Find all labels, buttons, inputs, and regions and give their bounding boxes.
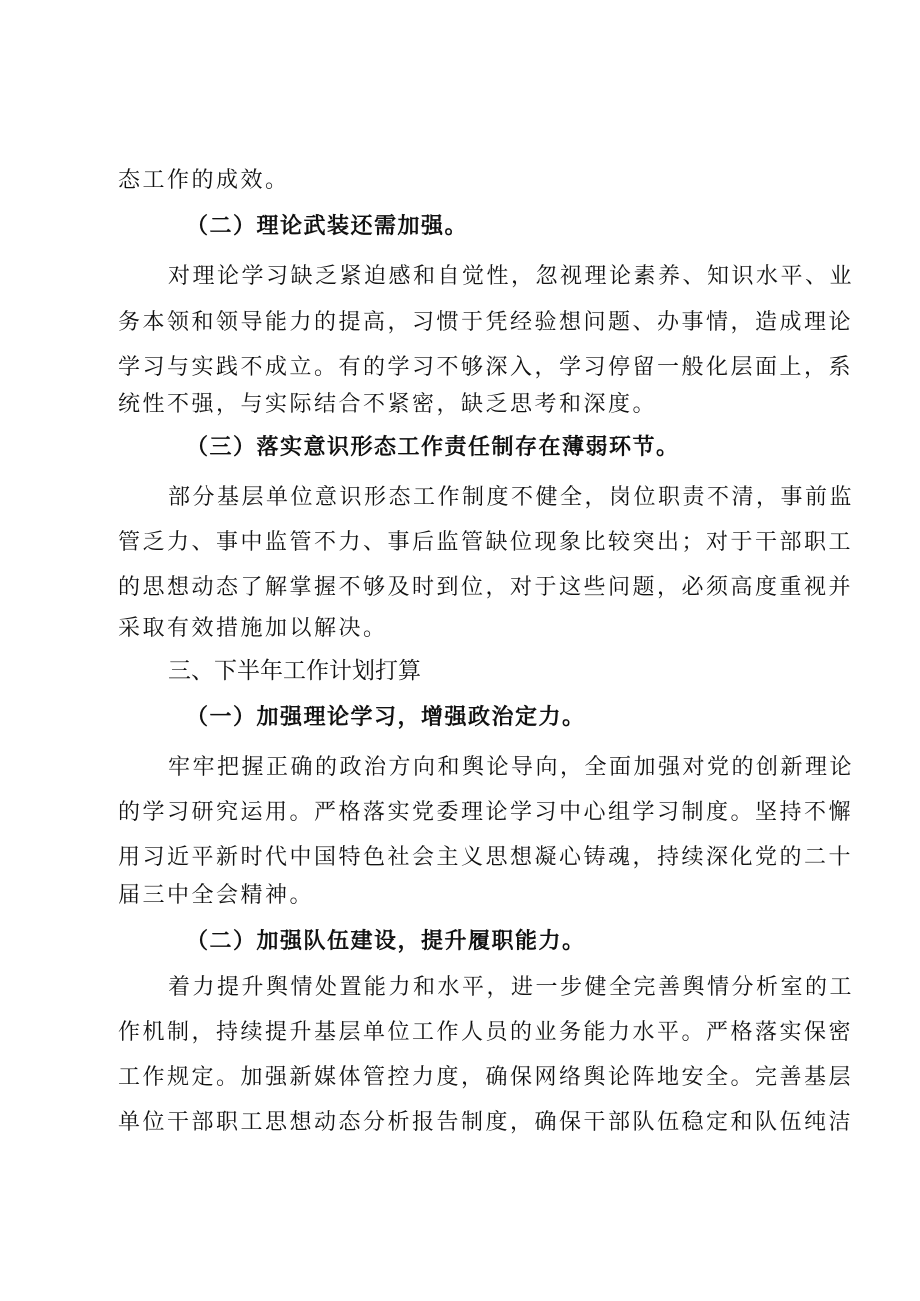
paragraph-line: 作机制，持续提升基层单位工作人员的业务能力水平。严格落实保密 — [118, 1020, 854, 1045]
paragraph-line: 的思想动态了解掌握不够及时到位，对于这些问题，必须高度重视并 — [118, 575, 854, 600]
paragraph-line: 单位干部职工思想动态分析报告制度，确保干部队伍稳定和队伍纯洁 — [118, 1110, 854, 1135]
paragraph-line: 牢牢把握正确的政治方向和舆论导向，全面加强对党的创新理论 — [168, 755, 855, 780]
subheading-3-responsibility: （三）落实意识形态工作责任制存在薄弱环节。 — [186, 434, 680, 460]
section-title-3-plan: 三、下半年工作计划打算 — [168, 658, 421, 684]
subheading-2-theory: （二）理论武装还需加强。 — [186, 213, 469, 239]
paragraph-line: 管乏力、事中监管不力、事后监管缺位现象比较突出；对于干部职工 — [118, 530, 854, 555]
paragraph-line: 态工作的成效。 — [118, 168, 290, 193]
paragraph-line: 务本领和领导能力的提高，习惯于凭经验想问题、办事情，造成理论 — [118, 310, 854, 335]
paragraph-line: 采取有效措施加以解决。 — [118, 616, 388, 641]
paragraph-line: 的学习研究运用。严格落实党委理论学习中心组学习制度。坚持不懈 — [118, 800, 854, 825]
paragraph-line: 届三中全会精神。 — [118, 883, 315, 908]
paragraph-line: 工作规定。加强新媒体管控力度，确保网络舆论阵地安全。完善基层 — [118, 1065, 854, 1090]
subheading-1-study: （一）加强理论学习，增强政治定力。 — [186, 704, 586, 730]
paragraph-line: 统性不强，与实际结合不紧密，缺乏思考和深度。 — [118, 392, 658, 417]
paragraph-line: 用习近平新时代中国特色社会主义思想凝心铸魂，持续深化党的二十 — [118, 845, 854, 870]
paragraph-line: 对理论学习缺乏紧迫感和自觉性，忽视理论素养、知识水平、业 — [168, 264, 855, 289]
paragraph-line: 着力提升舆情处置能力和水平，进一步健全完善舆情分析室的工 — [168, 975, 855, 1000]
paragraph-line: 部分基层单位意识形态工作制度不健全，岗位职责不清，事前监 — [168, 485, 855, 510]
subheading-2-team: （二）加强队伍建设，提升履职能力。 — [186, 928, 586, 954]
paragraph-line: 学习与实践不成立。有的学习不够深入，学习停留一般化层面上，系 — [118, 355, 854, 380]
